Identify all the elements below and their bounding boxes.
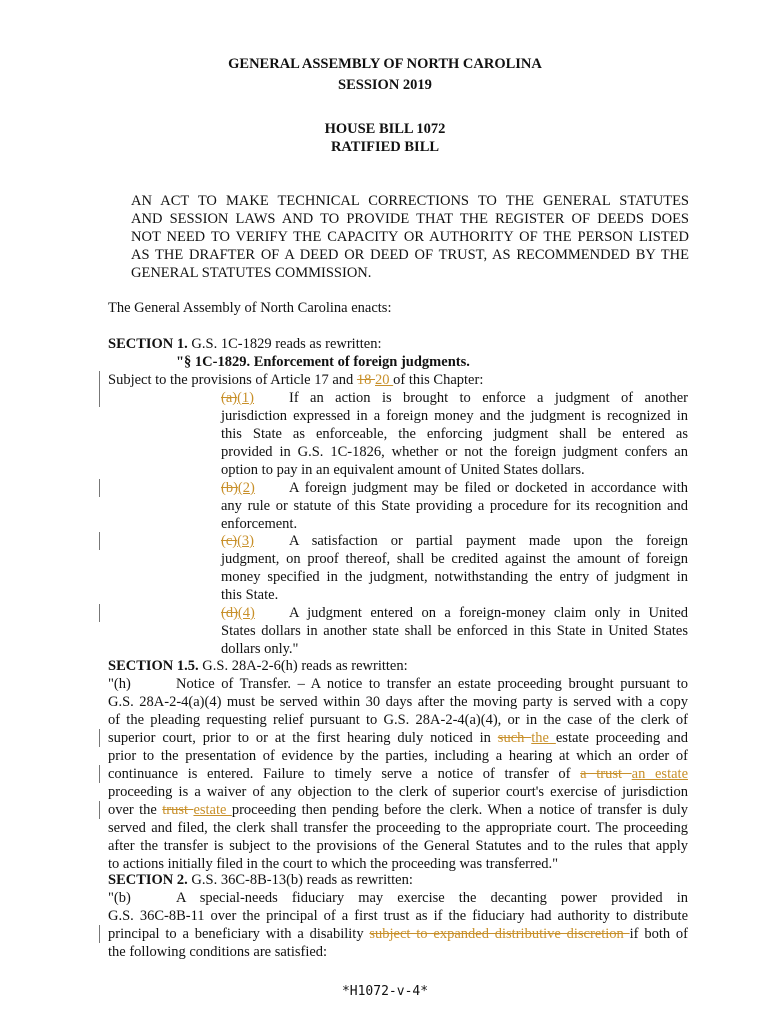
item-text: judgment, on proof thereof, shall be credited against the amount of foreign — [221, 551, 688, 567]
deleted-text: (b) — [221, 480, 238, 496]
change-bar — [99, 532, 100, 550]
section-intro: G.S. 1C-1829 reads as rewritten: — [187, 336, 382, 352]
change-bar — [99, 801, 100, 819]
change-bar — [99, 371, 100, 389]
deleted-text: (c) — [221, 533, 238, 549]
body-text: prior to the presentation of evidence by the parties, including a hearing at which an order of — [108, 748, 688, 764]
text: of this Chapter: — [393, 372, 484, 388]
bill-status: RATIFIED BILL — [330, 139, 440, 155]
act-title — [131, 192, 689, 282]
item-text: enforcement. — [221, 516, 298, 532]
item-text: provided in G.S. 1C-1826, whether or not the foreign judgment confers an — [221, 444, 688, 460]
body-text: A special-needs fiduciary may exercise the decanting power provided in — [176, 890, 688, 906]
body-text: to actions initially filed in the court to which the proceeding was transferred." — [108, 856, 559, 872]
body-text: G.S. 36C-8B-11 over the principal of a first trust as if the fiduciary had authority to distribute — [108, 908, 688, 924]
section-label: SECTION 1. — [108, 336, 188, 352]
inserted-text: (1) — [237, 390, 255, 406]
deleted-text: 18 — [356, 372, 376, 388]
section-1-5-heading — [108, 657, 408, 675]
item-text: jurisdiction expressed in a foreign money and the judgment is recognized in — [221, 408, 688, 424]
enacting-clause: The General Assembly of North Carolina enacts: — [108, 300, 392, 316]
text: if both of — [629, 926, 688, 942]
act-title-line: AND SESSION LAWS AND TO PROVIDE THAT THE REGISTER OF DEEDS DOES — [131, 211, 689, 227]
text: estate proceeding and — [555, 730, 688, 746]
text: principal to a beneficiary with a disability — [108, 926, 370, 942]
body-text — [108, 925, 688, 943]
section-2-heading — [108, 871, 413, 889]
body-text: served and filed, the clerk shall transfer the proceeding to the appropriate court. The proceeding — [108, 820, 688, 836]
section-intro: G.S. 28A-2-6(h) reads as rewritten: — [198, 658, 408, 674]
assembly-name: GENERAL ASSEMBLY OF NORTH CAROLINA — [228, 56, 542, 72]
item-text: this State. — [221, 587, 279, 603]
statute-heading: "§ 1C-1829. Enforcement of foreign judgments. — [176, 354, 470, 370]
section-label: SECTION 1.5. — [108, 658, 199, 674]
text: continuance is entered. Failure to timely serve a notice of transfer of — [108, 766, 581, 782]
change-bar — [99, 479, 100, 497]
deleted-text: trust — [162, 802, 194, 818]
subject-line — [108, 371, 483, 389]
item-marker — [221, 389, 254, 407]
text: proceeding then pending before the clerk. When a notice of transfer is duly — [231, 802, 688, 818]
subsection-marker: "(h) — [108, 676, 131, 692]
session-label: SESSION 2019 — [338, 77, 432, 93]
inserted-text: 20 — [375, 372, 394, 388]
item-text: money specified in the judgment, notwithstanding the entry of judgment in — [221, 569, 688, 585]
item-text: option to pay in an equivalent amount of United States dollars. — [221, 462, 585, 478]
body-text: proceeding is a waiver of any objection to the clerk of superior court's exercise of jurisdiction — [108, 784, 688, 800]
change-bar — [99, 604, 100, 622]
deleted-text: (a) — [221, 390, 238, 406]
item-text: A satisfaction or partial payment made upon the foreign — [289, 533, 688, 549]
body-text: of the pleading requesting relief pursuant to G.S. 28A-2-4(a)(4), or in the case of the clerk of — [108, 712, 688, 728]
body-text — [108, 801, 688, 819]
section-intro: G.S. 36C-8B-13(b) reads as rewritten: — [187, 872, 413, 888]
act-title-line: NOT NEED TO VERIFY THE CAPACITY OR AUTHORITY OF THE PERSON LISTED — [131, 229, 689, 245]
body-text — [108, 765, 688, 783]
body-text — [108, 729, 688, 747]
item-text: If an action is brought to enforce a judgment of another — [289, 390, 688, 406]
act-title-line: AS THE DRAFTER OF A DEED OR DEED OF TRUST, AS RECOMMENDED BY THE — [131, 247, 689, 263]
text: Subject to the provisions of Article 17 and — [108, 372, 357, 388]
deleted-text: subject to expanded distributive discretion — [369, 926, 630, 942]
item-marker — [221, 479, 255, 497]
item-marker — [221, 532, 254, 550]
change-bar — [99, 925, 100, 943]
text: over the — [108, 802, 163, 818]
deleted-text: a trust — [580, 766, 632, 782]
item-text: A judgment entered on a foreign-money claim only in United — [289, 605, 688, 621]
inserted-text: an estate — [631, 766, 689, 782]
item-text: dollars only." — [221, 641, 299, 657]
inserted-text: (3) — [237, 533, 255, 549]
change-bar — [99, 765, 100, 783]
section-1-heading — [108, 335, 381, 353]
section-label: SECTION 2. — [108, 872, 188, 888]
text: superior court, prior to or at the first hearing duly noticed in — [108, 730, 498, 746]
deleted-text: (d) — [221, 605, 238, 621]
body-text: Notice of Transfer. – A notice to transfer an estate proceeding brought pursuant to — [176, 676, 688, 692]
item-marker — [221, 604, 255, 622]
body-text: the following conditions are satisfied: — [108, 944, 328, 960]
item-text: States dollars in another state shall be enforced in this State in United States — [221, 623, 688, 639]
act-title-line: AN ACT TO MAKE TECHNICAL CORRECTIONS TO THE GENERAL STATUTES — [131, 193, 689, 209]
change-bar — [99, 389, 100, 407]
document-footer-id: *H1072-v-4* — [341, 984, 429, 999]
inserted-text: (2) — [237, 480, 255, 496]
body-text: G.S. 28A-2-4(a)(4) must be served within 30 days after the moving party is served with a copy — [108, 694, 688, 710]
act-title-line: GENERAL STATUTES COMMISSION. — [131, 265, 372, 281]
deleted-text: such — [497, 730, 532, 746]
item-text: this State as enforceable, the enforcing judgment shall be entered as — [221, 426, 688, 442]
inserted-text: (4) — [237, 605, 255, 621]
inserted-text: estate — [193, 802, 232, 818]
item-text: A foreign judgment may be filed or docketed in accordance with — [289, 480, 688, 496]
body-text: after the transfer is subject to the provisions of the General Statutes and to the rules that apply — [108, 838, 688, 854]
subsection-marker: "(b) — [108, 890, 131, 906]
change-bar — [99, 729, 100, 747]
bill-number: HOUSE BILL 1072 — [324, 121, 446, 137]
item-text: any rule or statute of this State providing a procedure for its recognition and — [221, 498, 688, 514]
inserted-text: the — [531, 730, 556, 746]
